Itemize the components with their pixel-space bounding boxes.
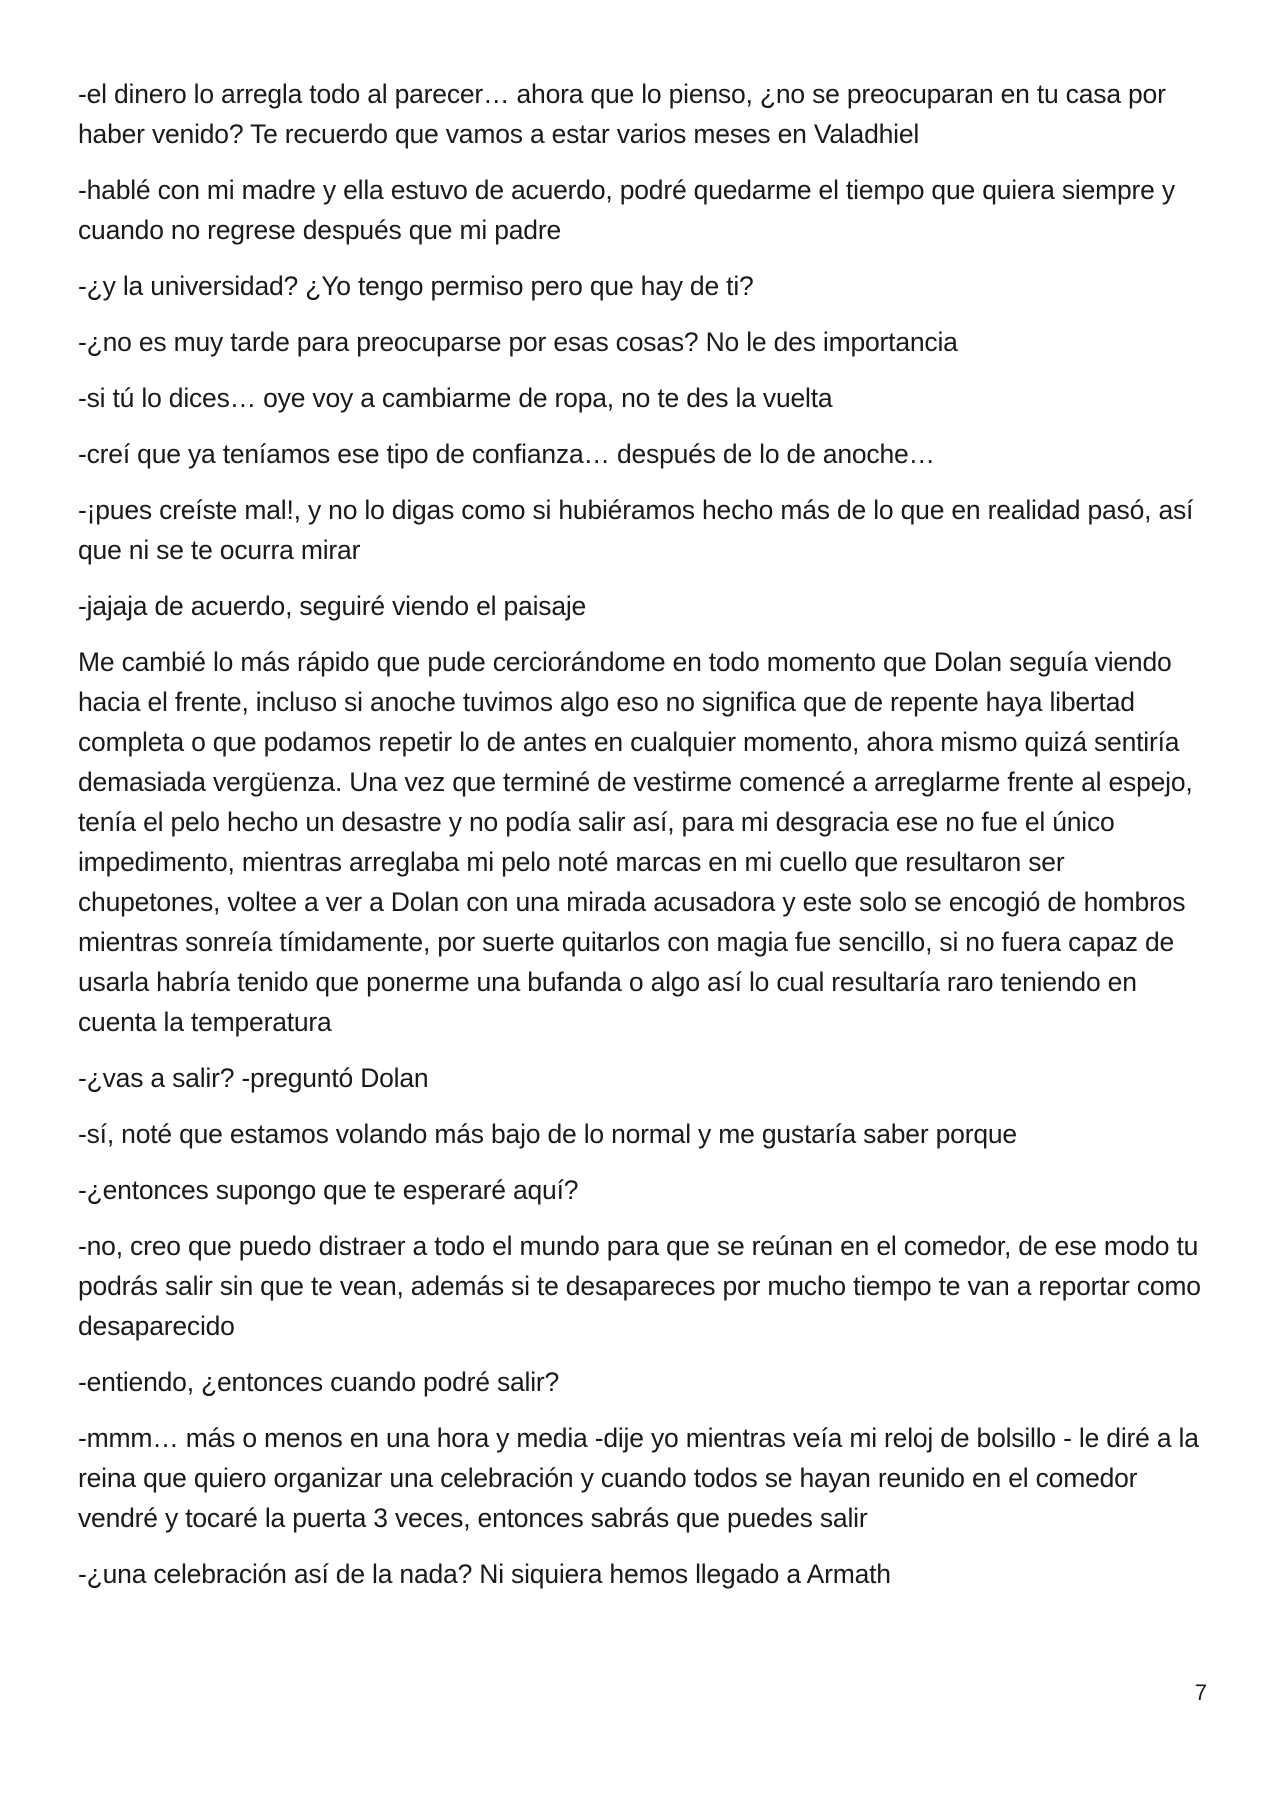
paragraph: -¿y la universidad? ¿Yo tengo permiso pero que hay de ti? (78, 271, 754, 301)
paragraph: -¡pues creíste mal!, y no lo digas como si hubiéramos hecho más de lo que en realidad pasó, así que ni se te ocurra mirar (78, 495, 1194, 565)
paragraph: -entiendo, ¿entonces cuando podré salir? (78, 1367, 560, 1397)
paragraph: -¿no es muy tarde para preocuparse por esas cosas? No le des importancia (78, 327, 958, 357)
paragraph: -no, creo que puedo distraer a todo el mundo para que se reúnan en el comedor, de ese modo tu podrás salir sin que te vean, además si te desapareces por mucho tiempo te van a reportar como desaparecido (78, 1231, 1201, 1341)
page-number: 7 (1194, 1680, 1207, 1705)
paragraph: -¿entonces supongo que te esperaré aquí? (78, 1175, 579, 1205)
paragraph: -¿vas a salir? -preguntó Dolan (78, 1063, 429, 1093)
paragraph: -¿una celebración así de la nada? Ni siquiera hemos llegado a Armath (78, 1559, 891, 1589)
paragraph: -sí, noté que estamos volando más bajo de lo normal y me gustaría saber porque (78, 1119, 1017, 1149)
narrative-paragraph: Me cambié lo más rápido que pude cerciorándome en todo momento que Dolan seguía viendo hacia el frente, incluso si anoche tuvimos algo eso no significa que de repente haya libertad completa o que podamos repetir lo de antes en cualquier momento, ahora mismo quizá sentiría demasiada vergüenza. Una vez que terminé de vestirme comencé a arreglarme frente al espejo, tenía el pelo hecho un desastre y no podía salir así, para mi desgracia ese no fue el único impedimento, mientras arreglaba mi pelo noté marcas en mi cuello que resultaron ser chupetones, voltee a ver a Dolan con una mirada acusadora y este solo se encogió de hombros mientras sonreía tímidamente, por suerte quitarlos con magia fue sencillo, si no fuera capaz de usarla habría tenido que ponerme una bufanda o algo así lo cual resultaría raro teniendo en cuenta la temperatura (78, 647, 1193, 1037)
document-body (78, 74, 1208, 1610)
paragraph: -creí que ya teníamos ese tipo de confianza… después de lo de anoche… (78, 439, 935, 469)
paragraph: -mmm… más o menos en una hora y media -dije yo mientras veía mi reloj de bolsillo - le diré a la reina que quiero organizar una celebración y cuando todos se hayan reunido en el comedor vendré y tocaré la puerta 3 veces, entonces sabrás que puedes salir (78, 1423, 1199, 1533)
paragraph: -el dinero lo arregla todo al parecer… ahora que lo pienso, ¿no se preocuparan en tu casa por haber venido? Te recuerdo que vamos a estar varios meses en Valadhiel (78, 79, 1166, 149)
paragraph: -hablé con mi madre y ella estuvo de acuerdo, podré quedarme el tiempo que quiera siempre y cuando no regrese después que mi padre (78, 175, 1175, 245)
paragraph: -jajaja de acuerdo, seguiré viendo el paisaje (78, 591, 587, 621)
paragraph: -si tú lo dices… oye voy a cambiarme de ropa, no te des la vuelta (78, 383, 833, 413)
